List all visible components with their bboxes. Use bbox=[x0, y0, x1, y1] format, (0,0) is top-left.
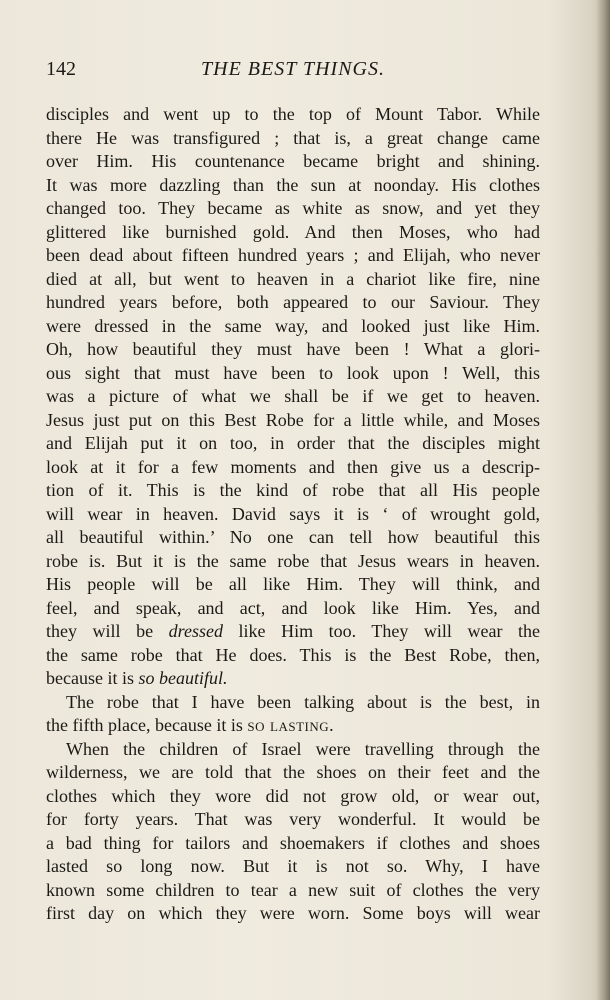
text-line: hundred years before, both appeared to our Saviour. They bbox=[46, 292, 540, 312]
text-line bbox=[46, 714, 540, 738]
text-line: robe is. But it is the same robe that Jesus wears in heaven. bbox=[46, 550, 540, 571]
italic-phrase: so beautiful. bbox=[138, 668, 228, 688]
text-line: lasted so long now. But it is not so. Why, I have bbox=[46, 856, 540, 876]
text-line: first day on which they were worn. Some boys will wear bbox=[46, 903, 540, 923]
text-line: feel, and speak, and act, and look like Him. Yes, and bbox=[46, 597, 540, 618]
text-segment: the fifth place, because it is bbox=[46, 715, 248, 735]
text-line: the same robe that He does. This is the Best Robe, then, bbox=[46, 644, 540, 665]
text-line: Jesus just put on this Best Robe for a little while, and Moses bbox=[46, 409, 540, 430]
text-line: The robe that I have been talking about is the best, in bbox=[66, 691, 540, 712]
text-line: clothes which they wore did not grow old, or wear out, bbox=[46, 785, 540, 806]
text-line: there He was transfigured ; that is, a great change came bbox=[46, 127, 540, 148]
text-line: His people will be all like Him. They will think, and bbox=[46, 574, 540, 594]
text-line: ous sight that must have been to look upon ! Well, this bbox=[46, 362, 540, 383]
text-line: over Him. His countenance became bright and shining. bbox=[46, 151, 540, 171]
body-text bbox=[46, 103, 540, 926]
text-line: Oh, how beautiful they must have been ! What a glori- bbox=[46, 339, 540, 359]
text-line: will wear in heaven. David says it is ‘ of wrought gold, bbox=[46, 503, 540, 524]
text-line: It was more dazzling than the sun at noonday. His clothes bbox=[46, 174, 540, 195]
text-line: look at it for a few moments and then give us a descrip- bbox=[46, 456, 540, 477]
text-line: were dressed in the same way, and looked just like Him. bbox=[46, 315, 540, 336]
text-line: been dead about fifteen hundred years ; and Elijah, who never bbox=[46, 245, 540, 265]
text-segment: like Him too. They will wear the bbox=[222, 621, 540, 641]
text-line: disciples and went up to the top of Mount Tabor. While bbox=[46, 104, 540, 124]
text-line: for forty years. That was very wonderful. It would be bbox=[46, 809, 540, 829]
text-line: tion of it. This is the kind of robe that all His people bbox=[46, 480, 540, 500]
text-line: all beautiful within.’ No one can tell how beautiful this bbox=[46, 527, 540, 547]
text-line: died at all, but went to heaven in a chariot like fire, nine bbox=[46, 268, 540, 289]
text-segment: because it is bbox=[46, 668, 139, 688]
text-line: known some children to tear a new suit of clothes the very bbox=[46, 879, 540, 900]
smallcaps-phrase: so lasting. bbox=[247, 715, 335, 735]
text-line: was a picture of what we shall be if we get to heaven. bbox=[46, 386, 540, 406]
text-segment: they will be bbox=[46, 621, 169, 641]
page-number: 142 bbox=[46, 58, 76, 80]
text-line: a bad thing for tailors and shoemakers if clothes and shoes bbox=[46, 832, 540, 853]
text-line bbox=[46, 667, 540, 691]
text-line: glittered like burnished gold. And then Moses, who had bbox=[46, 221, 540, 242]
text-line bbox=[46, 620, 540, 644]
italic-word: dressed bbox=[168, 621, 223, 641]
page-edge-shadow bbox=[596, 0, 610, 1000]
page-header bbox=[46, 58, 540, 86]
running-title: THE BEST THINGS. bbox=[201, 58, 385, 80]
text-line: wilderness, we are told that the shoes on their feet and the bbox=[46, 762, 540, 782]
text-line: and Elijah put it on too, in order that the disciples might bbox=[46, 433, 540, 453]
text-line: When the children of Israel were travelling through the bbox=[66, 738, 540, 759]
text-line: changed too. They became as white as snow, and yet they bbox=[46, 198, 540, 218]
